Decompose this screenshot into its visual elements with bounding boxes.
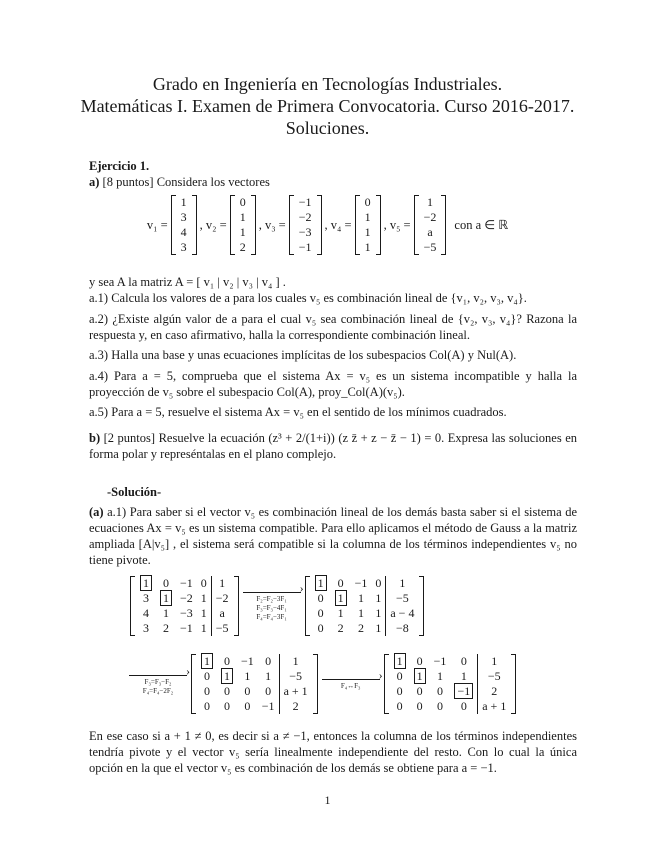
vector-entry: 1 bbox=[239, 210, 246, 224]
vector-4 bbox=[355, 195, 381, 255]
vector-entry: −5 bbox=[423, 240, 437, 254]
matrix-entry: 0 bbox=[224, 654, 230, 668]
row-operation: F₃=F₃−4F₁ bbox=[256, 604, 287, 612]
vector-5 bbox=[414, 195, 447, 255]
arrow-line bbox=[243, 592, 301, 593]
vector-entry: 1 bbox=[364, 240, 371, 254]
matrix-entry: −8 bbox=[396, 621, 409, 635]
gauss-matrix-3-table bbox=[197, 654, 312, 714]
matrix-entry: 1 bbox=[371, 591, 386, 606]
question-a4: a.4) Para a = 5, comprueba que el sistema Ax = v₅ es un sistema incompatible y halla la proyección de v₅ sobre el subespacio Col(A), proy_Col(A)(v₅). bbox=[89, 369, 577, 399]
pivot-box: 1 bbox=[221, 668, 233, 684]
header-line-2: Matemáticas I. Examen de Primera Convocatoria. Curso 2016-2017. bbox=[80, 96, 575, 116]
matrix-entry: 1 bbox=[163, 606, 169, 620]
vector-table bbox=[177, 195, 191, 255]
matrix-entry: 1 bbox=[258, 669, 279, 684]
row-operation: F₄=F₄−2F₂ bbox=[142, 686, 174, 695]
matrix-entry: −1 bbox=[180, 576, 193, 590]
pivot-box: 1 bbox=[394, 653, 406, 669]
matrix-entry: 0 bbox=[244, 699, 251, 713]
gauss-matrix-4 bbox=[384, 654, 517, 714]
vector-table bbox=[361, 195, 375, 255]
vector-2 bbox=[230, 195, 256, 255]
matrix-entry: 1 bbox=[292, 654, 299, 668]
vector-entry: −2 bbox=[423, 210, 437, 224]
matrix-entry: 1 bbox=[357, 591, 364, 605]
gauss-arrow-1 bbox=[243, 590, 301, 622]
vector-name: , v₄ = bbox=[324, 217, 352, 232]
pivot-box: −1 bbox=[454, 683, 473, 699]
matrix-entry: 1 bbox=[197, 606, 212, 621]
matrix-entry: 0 bbox=[317, 606, 324, 620]
conclusion: En ese caso si a + 1 ≠ 0, es decir si a ≠ −1, entonces la columna de los términos independientes tendría pivote y el vector v₅ sería linealmente independiente del resto. Con lo cual la única opción en la que el vector v₅ es combinación de los demás se obtiene para a = −1. bbox=[89, 729, 577, 775]
matrix-entry: 0 bbox=[258, 684, 279, 699]
matrix-entry: −1 bbox=[258, 699, 279, 714]
vectors-suffix: con a ∈ ℝ bbox=[454, 218, 509, 232]
matrix-entry: 0 bbox=[396, 669, 403, 683]
matrix-entry bbox=[331, 591, 351, 606]
exercise-title: Ejercicio 1. bbox=[89, 159, 150, 173]
gauss-row-2 bbox=[125, 654, 605, 714]
matrix-entry: 0 bbox=[450, 654, 477, 669]
pivot-box: 1 bbox=[140, 575, 152, 591]
gauss-matrix-1-table bbox=[136, 576, 233, 636]
vector-entry: 0 bbox=[239, 195, 246, 209]
vector-entry: 1 bbox=[364, 210, 371, 224]
matrix-entry: 3 bbox=[143, 591, 149, 605]
matrix-entry bbox=[217, 669, 237, 684]
vector-entry: 0 bbox=[364, 195, 371, 209]
header-line-3: Soluciones. bbox=[285, 118, 370, 138]
vector-entry: 1 bbox=[427, 195, 433, 209]
matrix-entry: −5 bbox=[396, 591, 409, 605]
page-number: 1 bbox=[324, 793, 331, 807]
matrix-entry: −1 bbox=[433, 654, 447, 668]
question-a1: a.1) Calcula los valores de a para los cuales v₅ es combinación lineal de {v₁, v₂, v₃, v₄}. bbox=[89, 291, 527, 305]
vector-name: , v₂ = bbox=[199, 217, 227, 232]
matrix-entry: 4 bbox=[143, 606, 149, 620]
matrix-entry: 0 bbox=[396, 699, 403, 713]
matrix-entry: 0 bbox=[317, 621, 324, 635]
matrix-entry: 0 bbox=[204, 699, 210, 713]
matrix-entry: 0 bbox=[416, 684, 423, 698]
gauss-row-1 bbox=[130, 576, 570, 636]
solution-heading: -Solución- bbox=[107, 485, 162, 499]
vector-entry: 3 bbox=[180, 210, 187, 224]
solution-label: (a) bbox=[89, 505, 104, 519]
vector-entry: −3 bbox=[298, 225, 312, 239]
pivot-box: 1 bbox=[201, 653, 213, 669]
matrix-entry: 1 bbox=[491, 654, 498, 668]
gauss-matrix-2-table bbox=[311, 576, 419, 636]
arrow-line bbox=[129, 675, 187, 676]
vectors-row bbox=[0, 195, 655, 255]
vector-entry: 2 bbox=[239, 240, 246, 254]
matrix-entry: 0 bbox=[371, 576, 386, 591]
vector-entry: −1 bbox=[298, 195, 312, 209]
matrix-entry: 0 bbox=[224, 684, 230, 698]
question-a3: a.3) Halla una base y unas ecuaciones implícitas de los subespacios Col(A) y Nul(A). bbox=[89, 348, 517, 362]
vector-entry: 1 bbox=[239, 225, 246, 239]
vector-table bbox=[236, 195, 250, 255]
row-operation: F₄=F₄−3F₁ bbox=[256, 613, 287, 621]
matrix-entry: 1 bbox=[450, 669, 477, 684]
matrix-entry: 0 bbox=[258, 654, 279, 669]
part-a-intro bbox=[89, 174, 577, 190]
matrix-entry bbox=[311, 576, 331, 591]
solution-intro-text: a.1) Para saber si el vector v₅ es combinación lineal de los demás basta saber si el sistema de ecuaciones Ax = v₅ es un sistema compatible. Para ello aplicamos el método de Gauss a la matriz ampliada [A|v₅] , el sistema será compatible si la columna de los términos independientes v₅ no tiene pivote. bbox=[89, 505, 577, 567]
matrix-entry: 0 bbox=[244, 684, 251, 698]
matrix-entry: 0 bbox=[450, 699, 477, 714]
vector-name: , v₅ = bbox=[383, 217, 411, 232]
matrix-entry: 1 bbox=[399, 576, 406, 590]
matrix-entry: −5 bbox=[487, 669, 501, 683]
matrix-entry: 0 bbox=[437, 684, 444, 698]
gauss-matrix-3 bbox=[191, 654, 318, 714]
matrix-entry: 1 bbox=[371, 621, 386, 636]
matrix-entry: 0 bbox=[437, 699, 444, 713]
matrix-entry: 0 bbox=[317, 591, 324, 605]
gauss-arrow-3 bbox=[322, 677, 380, 691]
gauss-matrix-2 bbox=[305, 576, 425, 636]
matrix-entry: 0 bbox=[396, 684, 403, 698]
matrix-entry: 0 bbox=[337, 576, 344, 590]
matrix-entry: 1 bbox=[371, 606, 386, 621]
matrix-definition: y sea A la matriz A = [ v₁ | v₂ | v₃ | v₄ ] . bbox=[89, 275, 286, 289]
vector-entry: a bbox=[427, 225, 433, 239]
part-a-label: a) bbox=[89, 175, 100, 189]
arrow-line bbox=[322, 679, 380, 680]
matrix-entry: 1 bbox=[219, 576, 226, 590]
matrix-entry: −1 bbox=[241, 654, 254, 668]
matrix-entry bbox=[450, 684, 477, 699]
pivot-box: 1 bbox=[414, 668, 426, 684]
matrix-entry: −5 bbox=[289, 669, 302, 683]
vector-table bbox=[420, 195, 441, 255]
vector-entry: 1 bbox=[180, 195, 187, 209]
matrix-entry bbox=[197, 654, 217, 669]
matrix-entry: 3 bbox=[143, 621, 149, 635]
matrix-entry: 1 bbox=[197, 621, 212, 636]
matrix-entry: 1 bbox=[357, 606, 364, 620]
matrix-entry: 0 bbox=[204, 684, 210, 698]
matrix-entry: 2 bbox=[357, 621, 364, 635]
matrix-entry: a bbox=[219, 606, 225, 620]
matrix-entry: −2 bbox=[180, 591, 193, 605]
matrix-entry: 0 bbox=[224, 699, 230, 713]
vector-name: v₁ = bbox=[146, 217, 168, 232]
matrix-entry: −1 bbox=[180, 621, 193, 635]
gauss-matrix-4-table bbox=[390, 654, 511, 714]
matrix-entry: 0 bbox=[163, 576, 169, 590]
matrix-entry: a − 4 bbox=[390, 606, 415, 620]
matrix-entry: 1 bbox=[197, 591, 212, 606]
part-a-intro-text: [8 puntos] Considera los vectores bbox=[102, 175, 270, 189]
solution-intro bbox=[89, 504, 577, 568]
matrix-entry: 2 bbox=[163, 621, 169, 635]
row-operation: F₂=F₂−3F₁ bbox=[256, 595, 287, 603]
pivot-box: 1 bbox=[335, 590, 347, 606]
vector-name: , v₃ = bbox=[258, 217, 286, 232]
matrix-entry bbox=[156, 591, 176, 606]
matrix-entry: −5 bbox=[215, 621, 229, 635]
matrix-entry bbox=[390, 654, 410, 669]
matrix-entry: 0 bbox=[197, 576, 212, 591]
matrix-entry: −1 bbox=[354, 576, 368, 590]
vector-entry: 3 bbox=[180, 240, 187, 254]
matrix-entry: 1 bbox=[437, 669, 444, 683]
matrix-entry: 1 bbox=[337, 606, 344, 620]
vector-entry: −2 bbox=[298, 210, 312, 224]
matrix-entry: 2 bbox=[292, 699, 299, 713]
matrix-entry bbox=[136, 576, 156, 591]
vector-entry: 1 bbox=[364, 225, 371, 239]
header-line-1: Grado en Ingeniería en Tecnologías Industriales. bbox=[152, 74, 503, 94]
matrix-entry: 2 bbox=[491, 684, 498, 698]
matrix-entry: −2 bbox=[215, 591, 229, 605]
row-operation: F₄↔F₃ bbox=[340, 682, 361, 690]
matrix-entry bbox=[410, 669, 430, 684]
gauss-matrix-1 bbox=[130, 576, 239, 636]
question-a2: a.2) ¿Existe algún valor de a para el cual v₅ sea combinación lineal de {v₂, v₃, v₄}? Razona la respuesta y, en caso afirmativo, halla la correspondiente combinación lineal. bbox=[89, 312, 577, 342]
matrix-entry: 1 bbox=[244, 669, 251, 683]
matrix-entry: 0 bbox=[416, 699, 423, 713]
matrix-entry: 0 bbox=[204, 669, 210, 683]
part-b-label: b) bbox=[89, 431, 101, 445]
pivot-box: 1 bbox=[315, 575, 327, 591]
vector-3 bbox=[289, 195, 322, 255]
row-operation: F₃=F₃−F₂ bbox=[144, 677, 172, 686]
question-a5: a.5) Para a = 5, resuelve el sistema Ax = v₅ en el sentido de los mínimos cuadrados. bbox=[89, 405, 507, 419]
question-b bbox=[89, 430, 577, 462]
vector-table bbox=[295, 195, 316, 255]
vector-entry: 4 bbox=[180, 225, 187, 239]
matrix-entry: 0 bbox=[416, 654, 423, 668]
part-b-text: [2 puntos] Resuelve la ecuación (z³ + 2/(1+i)) (z z̄ + z − z̄ − 1) = 0. Expresa las soluciones en forma polar y represéntalas en el plano complejo. bbox=[89, 431, 578, 461]
matrix-entry: 2 bbox=[337, 621, 344, 635]
vector-1 bbox=[171, 195, 197, 255]
matrix-entry: a + 1 bbox=[283, 684, 308, 698]
gauss-arrow-2 bbox=[129, 673, 187, 696]
matrix-entry: −3 bbox=[180, 606, 193, 620]
matrix-entry: a + 1 bbox=[482, 699, 507, 713]
pivot-box: 1 bbox=[160, 590, 172, 606]
vector-entry: −1 bbox=[298, 240, 312, 254]
